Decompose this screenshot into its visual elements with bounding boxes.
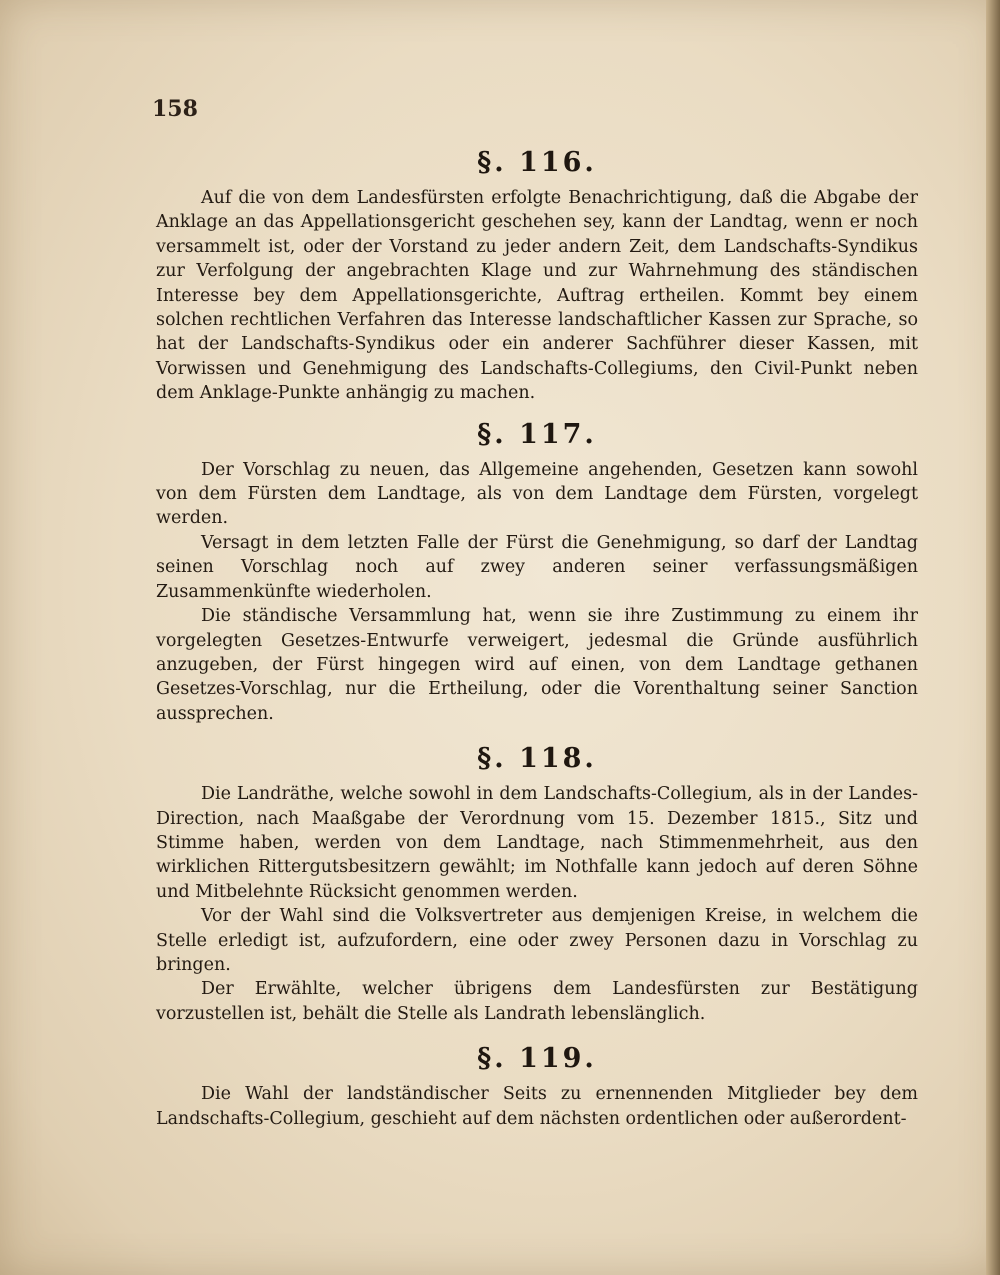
section-heading: §. 119. [477, 1043, 597, 1075]
page-edge [986, 0, 1000, 1275]
page-text [156, 140, 918, 1131]
section-117 [156, 412, 918, 726]
section-heading: §. 116. [477, 147, 597, 178]
paragraph: Die Landräthe, welche sowohl in dem Landschafts-Collegium, als in der Landes-Direction, nach Maaßgabe der Verordnung vom 15. Dezember 1815., Sitz und Stimme haben, werden von dem Landtage, nach Stimmenmehrheit, aus den wirklichen Rittergutsbesitzern gewählt; im Nothfalle kann jedoch auf deren Söhne und Mitbelehnte Rücksicht genommen werden. [156, 784, 918, 902]
paragraph: Auf die von dem Landesfürsten erfolgte Benachrichtigung, daß die Abgabe der Anklage an das Appellationsgericht geschehen sey, kann der Landtag, wenn er noch versammelt ist, oder der Vorstand zu jeder andern Zeit, dem Landschafts-Syndikus zur Verfolgung der angebrachten Klage und zur Wahrnehmung des ständischen Interesse bey dem Appellationsgerichte, Auftrag ertheilen. Kommt bey einem solchen rechtlichen Verfahren das Interesse landschaftlicher Kassen zur Sprache, so hat der Landschafts-Syndikus oder ein anderer Sachführer dieser Kassen, mit Vorwissen und Genehmigung des Landschafts-Collegiums, den Civil-Punkt neben dem Anklage-Punkte anhängig zu machen. [156, 188, 918, 404]
section-heading: §. 117. [477, 418, 597, 450]
section-118 [156, 736, 918, 1026]
paragraph: Der Erwählte, welcher übrigens dem Landesfürsten zur Bestätigung vorzustellen ist, behält die Stelle als Landrath lebenslänglich. [156, 979, 918, 1024]
section-116 [156, 140, 918, 406]
section-119 [156, 1036, 918, 1131]
paragraph: Der Vorschlag zu neuen, das Allgemeine angehenden, Gesetzen kann sowohl von dem Fürsten dem Landtage, als von dem Landtage dem Fürsten, vorgelegt werden. [156, 459, 918, 529]
page-number: 158 [152, 96, 198, 122]
paragraph: Vor der Wahl sind die Volksvertreter aus demjenigen Kreise, in welchem die Stelle erledigt ist, aufzufordern, eine oder zwey Personen dazu in Vorschlag zu bringen. [156, 906, 918, 975]
paragraph: Versagt in dem letzten Falle der Fürst die Genehmigung, so darf der Landtag seinen Vorschlag noch auf zwey anderen seiner verfassungsmäßigen Zusammenkünfte wiederholen. [156, 532, 918, 602]
paragraph: Die Wahl der landständischer Seits zu ernennenden Mitglieder bey dem Landschafts-Collegium, geschieht auf dem nächsten ordentlichen oder außerordent- [156, 1084, 918, 1129]
paragraph: Die ständische Versammlung hat, wenn sie ihre Zustimmung zu einem ihr vorgelegten Gesetzes-Entwurfe verweigert, jedesmal die Gründe ausführlich anzugeben, der Fürst hingegen wird auf einen, von dem Landtage gethanen Gesetzes-Vorschlag, nur die Ertheilung, oder die Vorenthaltung seiner Sanction aussprechen. [156, 606, 918, 724]
section-heading: §. 118. [477, 743, 597, 775]
